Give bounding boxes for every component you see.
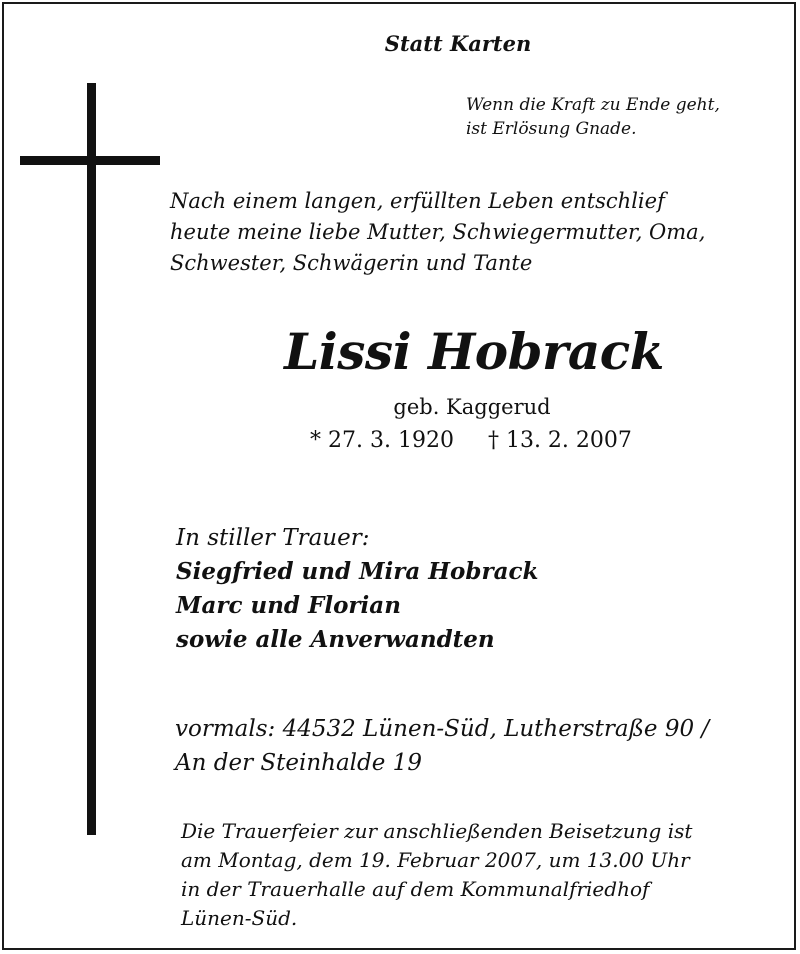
address-line: vormals: 44532 Lünen-Süd, Lutherstraße 90 / [175, 716, 710, 742]
death-date: † 13. 2. 2007 [487, 428, 632, 453]
mourners-block [176, 521, 538, 657]
intro-line: Schwester, Schwägerin und Tante [170, 251, 533, 275]
ceremony-block [181, 817, 692, 933]
intro-line: Nach einem langen, erfüllten Leben entschlief [170, 189, 665, 213]
cross-icon [87, 83, 96, 835]
intro-line: heute meine liebe Mutter, Schwiegermutter, Oma, [170, 220, 706, 244]
header-text: Statt Karten [384, 31, 532, 56]
mourner-line: sowie alle Anverwandten [176, 626, 495, 653]
maiden-name: geb. Kaggerud [393, 395, 551, 419]
deceased-name: Lissi Hobrack [284, 322, 664, 381]
ceremony-line: Die Trauerfeier zur anschließenden Beisetzung ist [181, 819, 693, 843]
ceremony-line: in der Trauerhalle auf dem Kommunalfriedhof [181, 877, 650, 901]
motto-line: ist Erlösung Gnade. [466, 119, 637, 139]
cross-icon-crossbar [20, 156, 160, 165]
notice-border [2, 2, 796, 950]
address-line: An der Steinhalde 19 [175, 750, 422, 776]
life-dates [310, 428, 632, 453]
ceremony-line: am Montag, dem 19. Februar 2007, um 13.00 Uhr [181, 848, 690, 872]
address-block [175, 712, 709, 780]
mourner-line: Siegfried und Mira Hobrack [176, 558, 539, 585]
intro-text [170, 186, 705, 279]
birth-date: * 27. 3. 1920 [310, 428, 454, 453]
motto-line: Wenn die Kraft zu Ende geht, [466, 95, 720, 115]
mourners-intro: In stiller Trauer: [176, 525, 370, 551]
mourner-line: Marc und Florian [176, 592, 401, 619]
motto [466, 93, 720, 141]
ceremony-line: Lünen-Süd. [181, 906, 298, 930]
